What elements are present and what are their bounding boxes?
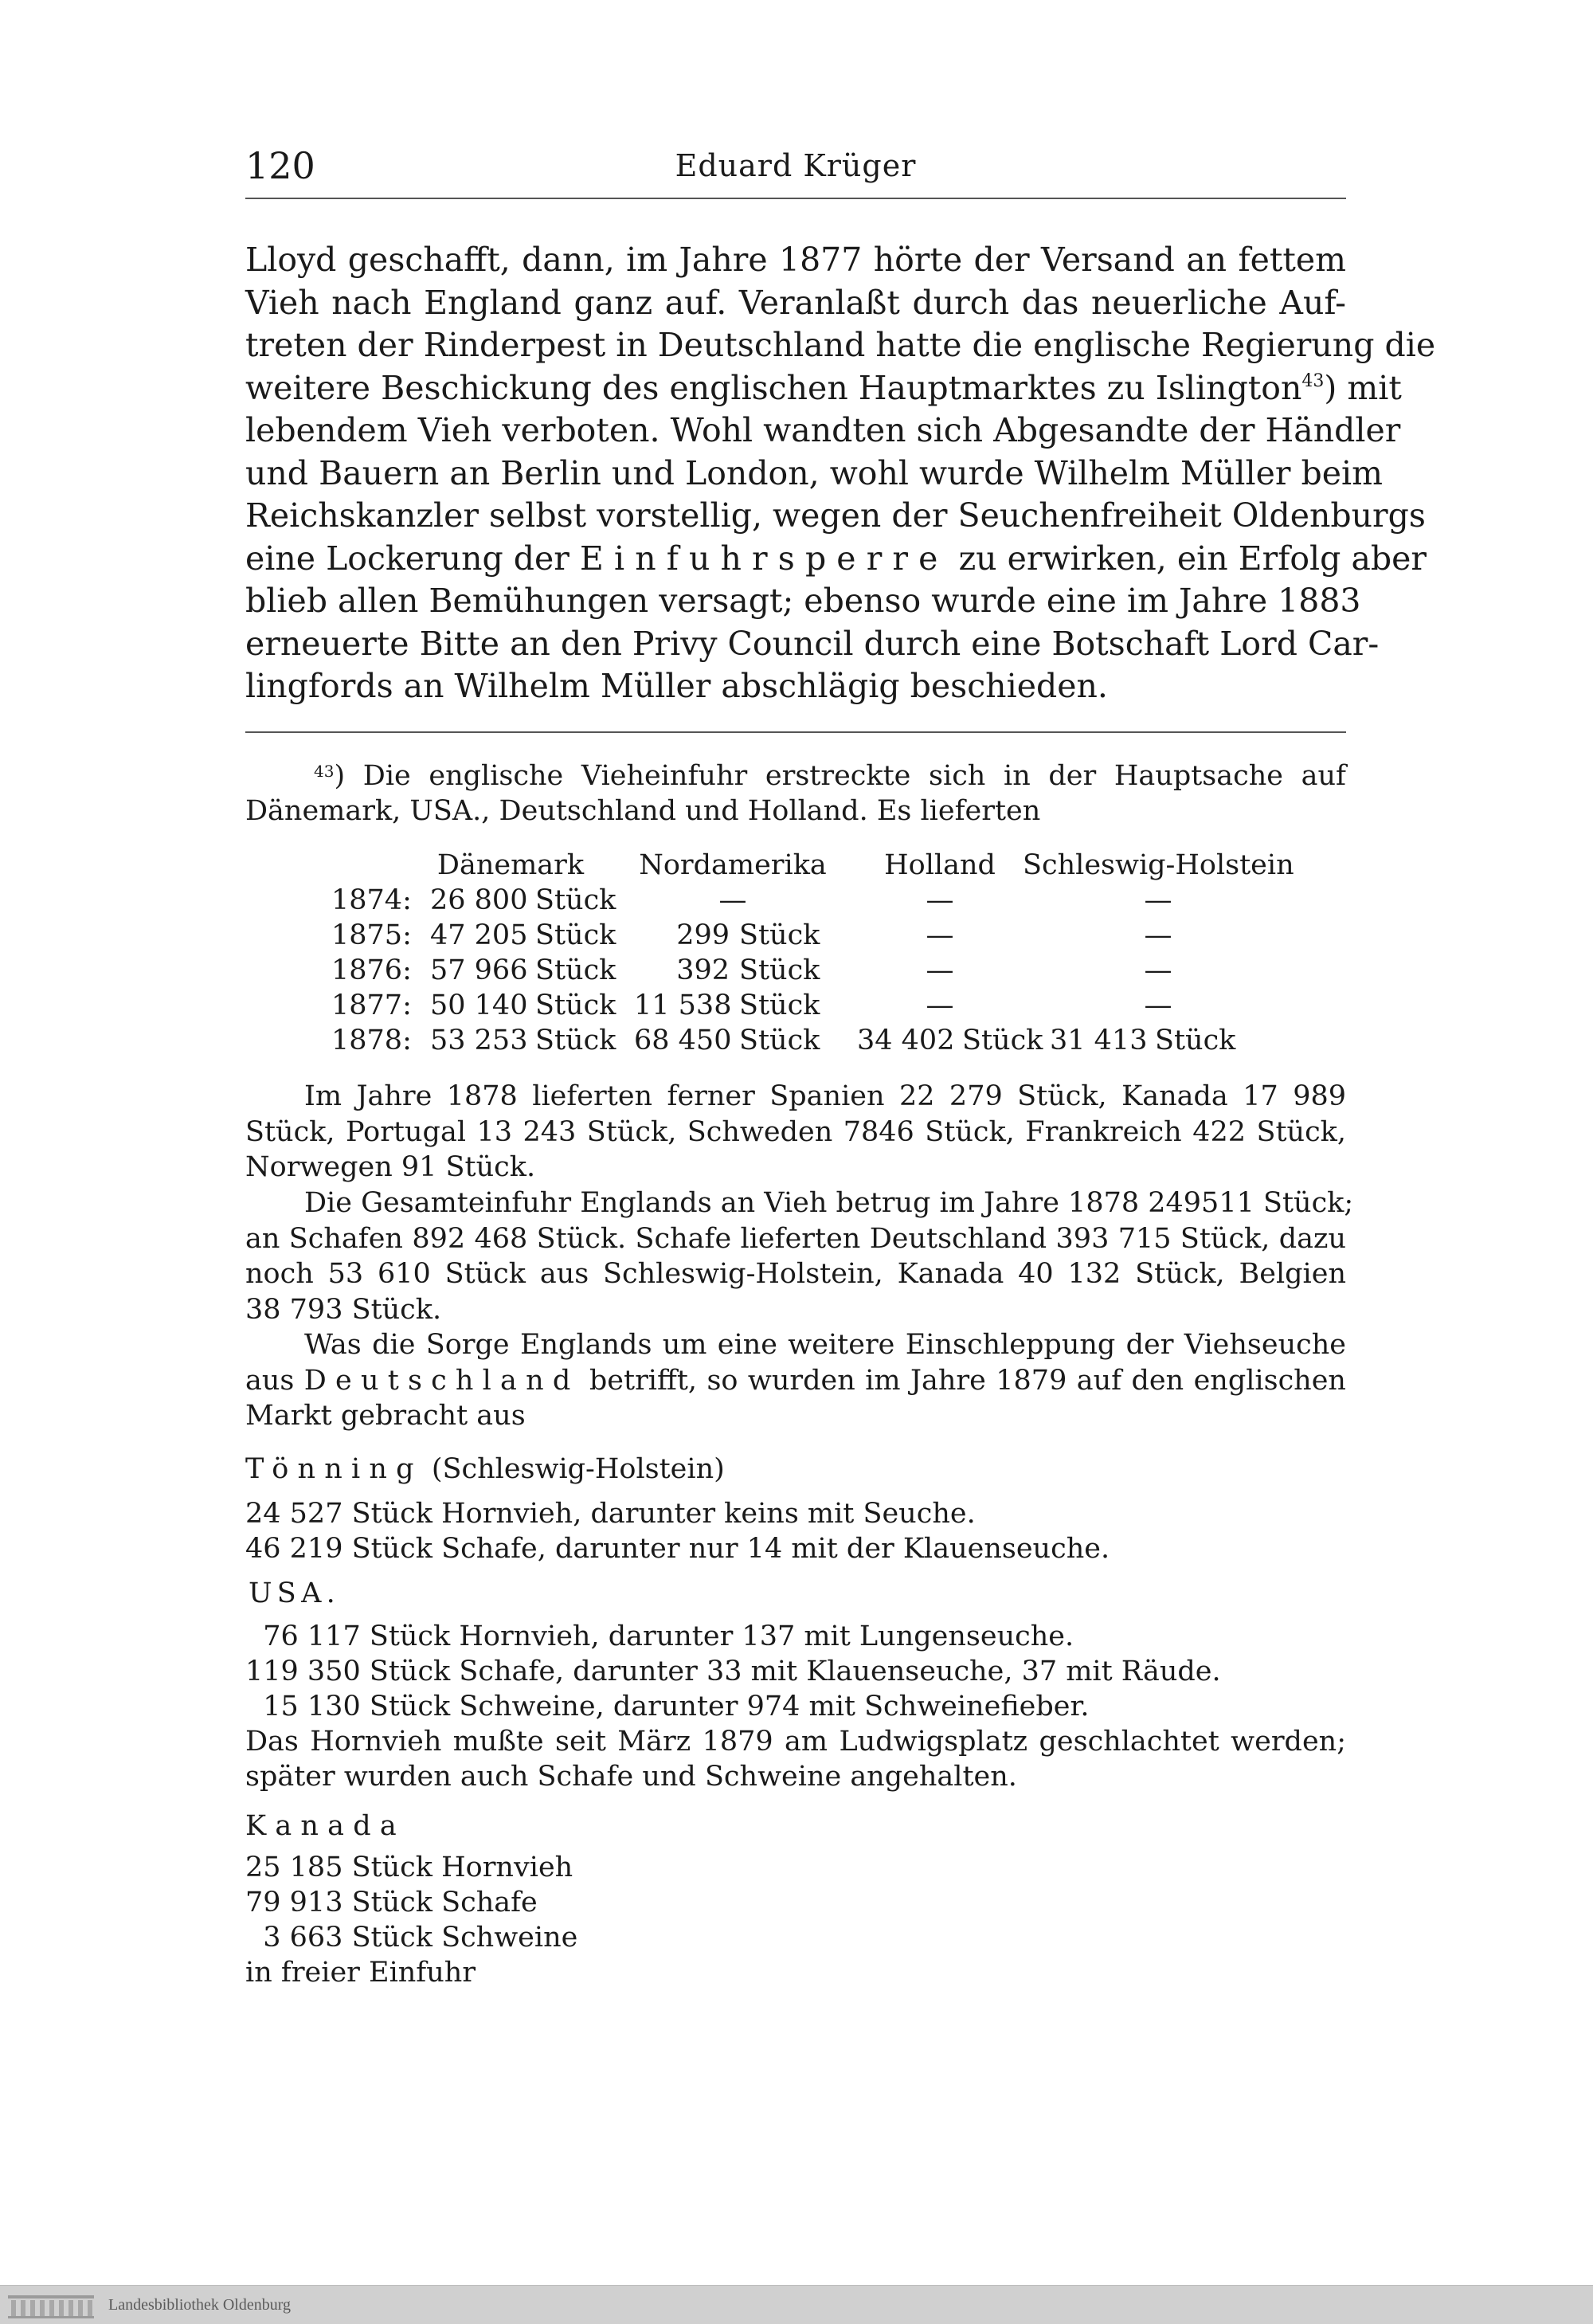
main-text (245, 239, 1436, 708)
table-cell: — (926, 990, 954, 1021)
text-fragment: ) Die englische Vieheinfuhr erstreckte sich in der Hauptsache auf (334, 760, 1346, 792)
text-line: Markt gebracht aus (245, 1400, 526, 1432)
unit-label: Stück (535, 884, 616, 916)
text-line: an Schafen 892 468 Stück. Schafe lieferten Deutschland 393 715 Stück, dazu (245, 1222, 1346, 1255)
footnote-paragraph (245, 1327, 1346, 1434)
text-line: später wurden auch Schafe und Schweine angehalten. (245, 1761, 1017, 1793)
unit-label: Stück (1155, 1025, 1236, 1056)
footnote-paragraph (245, 1186, 1354, 1327)
unit-label: Stück (962, 1025, 1043, 1056)
list-item: 3 663 Stück Schweine (245, 1922, 578, 1954)
text-line: treten der Rinderpest in Deutschland hatte die englische Regierung die (245, 326, 1436, 364)
footnote-marker: 43 (1301, 370, 1325, 391)
table-cell: 47 205 (430, 919, 528, 951)
column-header: Holland (884, 849, 996, 881)
table-cell: 1875: (331, 919, 412, 951)
footnote-intro (245, 758, 1346, 829)
table-cell: 53 253 (430, 1025, 528, 1056)
footnote-rule (245, 731, 1346, 733)
text-fragment: aus (245, 1364, 295, 1397)
table-cell: — (1144, 919, 1172, 951)
table-cell: — (1144, 884, 1172, 916)
text-fragment: zu erwirken, ein Erfolg aber (958, 539, 1427, 578)
text-fragment: ) mit (1324, 368, 1402, 407)
spaced-word: Kanada (245, 1810, 405, 1842)
text-line: Im Jahre 1878 lieferten ferner Spanien 22 279 Stück, Kanada 17 989 (304, 1080, 1346, 1112)
table-cell: — (926, 954, 954, 986)
library-building-icon (6, 2291, 96, 2319)
table-cell: — (926, 919, 954, 951)
spaced-word: USA. (249, 1577, 341, 1609)
list-item: 15 130 Stück Schweine, darunter 974 mit Schweinefieber. (245, 1691, 1090, 1722)
footnote-paragraph (245, 1079, 1346, 1186)
list-item: 46 219 Stück Schafe, darunter nur 14 mit der Klauenseuche. (245, 1533, 1110, 1565)
table-cell: 68 450 (634, 1025, 732, 1056)
table-cell: 31 413 (1050, 1025, 1148, 1056)
text-line (245, 367, 1402, 410)
page-header (245, 142, 1346, 190)
unit-label: Stück (739, 919, 820, 951)
unit-label: Stück (535, 990, 616, 1021)
library-name: Landesbibliothek Oldenburg (108, 2296, 292, 2314)
text-line: Die Gesamteinfuhr Englands an Vieh betrug im Jahre 1878 249511 Stück; (304, 1187, 1354, 1219)
table-cell: 34 402 (857, 1025, 955, 1056)
table-cell: 1876: (331, 954, 412, 986)
footnote-number: 43 (314, 762, 335, 781)
table-cell: — (718, 884, 747, 916)
table-cell: — (1144, 990, 1172, 1021)
header-rule (245, 198, 1346, 199)
table-cell: 11 538 (634, 990, 732, 1021)
table-cell: 1874: (331, 884, 412, 916)
spaced-word: Einfuhrsperre (579, 539, 949, 578)
column-header: Schleswig-Holstein (1023, 849, 1294, 881)
section-heading-toenning (245, 1452, 725, 1487)
text-line (245, 1363, 1346, 1399)
text-line: und Bauern an Berlin und London, wohl wurde Wilhelm Müller beim (245, 453, 1384, 492)
table-cell: — (1144, 954, 1172, 986)
list-item: 79 913 Stück Schafe (245, 1887, 538, 1918)
text-line: Norwegen 91 Stück. (245, 1151, 536, 1183)
text-line: Vieh nach England ganz auf. Veranlaßt durch das neuerliche Auf- (245, 283, 1346, 322)
unit-label: Stück (739, 990, 820, 1021)
table-cell: 392 (676, 954, 730, 986)
table-cell: 50 140 (430, 990, 528, 1021)
table-cell: 299 (676, 919, 730, 951)
unit-label: Stück (739, 954, 820, 986)
usa-note (245, 1724, 1346, 1794)
kanada-list (245, 1850, 577, 1990)
text-fragment: eine Lockerung der (245, 539, 569, 578)
table-cell: 1878: (331, 1025, 412, 1056)
unit-label: Stück (535, 954, 616, 986)
text-line: Lloyd geschafft, dann, im Jahre 1877 hörte der Versand an fettem (245, 241, 1346, 279)
usa-list (245, 1619, 1221, 1724)
table-cell: — (926, 884, 954, 916)
text-line: erneuerte Bitte an den Privy Council durch eine Botschaft Lord Car- (245, 624, 1380, 663)
column-header: Dänemark (436, 849, 585, 881)
table-cell: 1877: (331, 990, 412, 1021)
text-fragment: (Schleswig-Holstein) (431, 1453, 725, 1485)
text-line: Das Hornvieh mußte seit März 1879 am Ludwigsplatz geschlachtet werden; (245, 1726, 1346, 1758)
text-fragment: weitere Beschickung des englischen Hauptmarktes zu Islington (245, 368, 1302, 407)
unit-label: Stück (739, 1025, 820, 1056)
text-line: lingfords an Wilhelm Müller abschlägig beschieden. (245, 667, 1108, 705)
text-line (245, 538, 1427, 581)
running-head: Eduard Krüger (675, 148, 917, 183)
text-line: lebendem Vieh verboten. Wohl wandten sich Abgesandte der Händler (245, 411, 1401, 449)
list-item: 76 117 Stück Hornvieh, darunter 137 mit Lungenseuche. (245, 1621, 1074, 1652)
list-item: in freier Einfuhr (245, 1957, 476, 1989)
section-heading-kanada (245, 1809, 405, 1844)
spaced-word: Tönning (245, 1453, 423, 1485)
column-header: Nordamerika (639, 849, 827, 881)
text-line: 38 793 Stück. (245, 1293, 442, 1326)
text-line: Dänemark, USA., Deutschland und Holland. Es lieferten (245, 795, 1041, 827)
page-number: 120 (245, 144, 315, 187)
list-item: 119 350 Stück Schafe, darunter 33 mit Klauenseuche, 37 mit Räude. (245, 1656, 1221, 1687)
toenning-list (245, 1496, 1110, 1566)
text-line (245, 758, 1346, 794)
text-line: Stück, Portugal 13 243 Stück, Schweden 7846 Stück, Frankreich 422 Stück, (245, 1115, 1346, 1148)
text-fragment: betrifft, so wurden im Jahre 1879 auf den englischen (589, 1364, 1346, 1397)
table-cell: 26 800 (430, 884, 528, 916)
table-cell: 57 966 (430, 954, 528, 986)
unit-label: Stück (535, 919, 616, 951)
list-item: 24 527 Stück Hornvieh, darunter keins mit Seuche. (245, 1498, 976, 1530)
list-item: 25 185 Stück Hornvieh (245, 1852, 573, 1883)
unit-label: Stück (535, 1025, 616, 1056)
section-heading-usa (249, 1576, 340, 1611)
text-line: Was die Sorge Englands um eine weitere Einschleppung der Viehseuche (304, 1329, 1346, 1361)
library-footer (0, 2285, 1593, 2324)
spaced-word: Deutschland (303, 1364, 580, 1397)
text-line: Reichskanzler selbst vorstellig, wegen der Seuchenfreiheit Oldenburgs (245, 496, 1426, 535)
text-line: noch 53 610 Stück aus Schleswig-Holstein, Kanada 40 132 Stück, Belgien (245, 1258, 1346, 1290)
text-line: blieb allen Bemühungen versagt; ebenso wurde eine im Jahre 1883 (245, 582, 1361, 620)
